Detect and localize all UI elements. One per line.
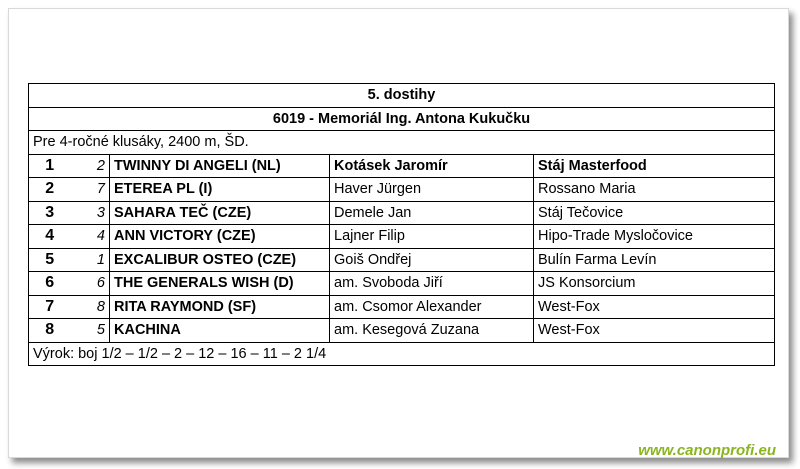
result-row bbox=[29, 201, 775, 225]
race-number-row bbox=[29, 84, 775, 108]
stable-name: Hipo-Trade Mysločovice bbox=[534, 225, 775, 249]
finish-position: 8 bbox=[29, 319, 71, 343]
result-row bbox=[29, 154, 775, 178]
finish-position: 4 bbox=[29, 225, 71, 249]
result-row bbox=[29, 295, 775, 319]
finish-position: 6 bbox=[29, 272, 71, 296]
result-row bbox=[29, 272, 775, 296]
stable-name: Rossano Maria bbox=[534, 178, 775, 202]
start-number: 4 bbox=[71, 225, 110, 249]
margins-row bbox=[29, 342, 775, 366]
horse-name: KACHINA bbox=[110, 319, 330, 343]
horse-name: ETEREA PL (I) bbox=[110, 178, 330, 202]
driver-name: am. Kesegová Zuzana bbox=[330, 319, 534, 343]
stable-name: West-Fox bbox=[534, 319, 775, 343]
result-row bbox=[29, 319, 775, 343]
start-number: 5 bbox=[71, 319, 110, 343]
finish-position: 1 bbox=[29, 154, 71, 178]
horse-name: EXCALIBUR OSTEO (CZE) bbox=[110, 248, 330, 272]
driver-name: Haver Jürgen bbox=[330, 178, 534, 202]
race-name-row bbox=[29, 107, 775, 131]
race-conditions: Pre 4-ročné klusáky, 2400 m, ŠD. bbox=[29, 131, 775, 155]
horse-name: RITA RAYMOND (SF) bbox=[110, 295, 330, 319]
stable-name: West-Fox bbox=[534, 295, 775, 319]
driver-name: am. Svoboda Jiří bbox=[330, 272, 534, 296]
start-number: 1 bbox=[71, 248, 110, 272]
horse-name: TWINNY DI ANGELI (NL) bbox=[110, 154, 330, 178]
driver-name: Lajner Filip bbox=[330, 225, 534, 249]
horse-name: SAHARA TEČ (CZE) bbox=[110, 201, 330, 225]
result-row bbox=[29, 225, 775, 249]
driver-name: Kotásek Jaromír bbox=[330, 154, 534, 178]
start-number: 8 bbox=[71, 295, 110, 319]
finish-margins: Výrok: boj 1/2 – 1/2 – 2 – 12 – 16 – 11 – 2 1/4 bbox=[29, 342, 775, 366]
result-row bbox=[29, 178, 775, 202]
stable-name: Stáj Masterfood bbox=[534, 154, 775, 178]
horse-name: ANN VICTORY (CZE) bbox=[110, 225, 330, 249]
race-conditions-row bbox=[29, 131, 775, 155]
race-name: 6019 - Memoriál Ing. Antona Kukučku bbox=[29, 107, 775, 131]
start-number: 2 bbox=[71, 154, 110, 178]
stable-name: Stáj Tečovice bbox=[534, 201, 775, 225]
race-number: 5. dostihy bbox=[29, 84, 775, 108]
finish-position: 3 bbox=[29, 201, 71, 225]
start-number: 3 bbox=[71, 201, 110, 225]
driver-name: am. Csomor Alexander bbox=[330, 295, 534, 319]
stable-name: Bulín Farma Levín bbox=[534, 248, 775, 272]
finish-position: 2 bbox=[29, 178, 71, 202]
watermark: www.canonprofi.eu bbox=[638, 442, 776, 459]
start-number: 6 bbox=[71, 272, 110, 296]
finish-position: 7 bbox=[29, 295, 71, 319]
horse-name: THE GENERALS WISH (D) bbox=[110, 272, 330, 296]
driver-name: Goiš Ondřej bbox=[330, 248, 534, 272]
driver-name: Demele Jan bbox=[330, 201, 534, 225]
race-results-table bbox=[28, 83, 775, 366]
start-number: 7 bbox=[71, 178, 110, 202]
finish-position: 5 bbox=[29, 248, 71, 272]
result-row bbox=[29, 248, 775, 272]
stable-name: JS Konsorcium bbox=[534, 272, 775, 296]
